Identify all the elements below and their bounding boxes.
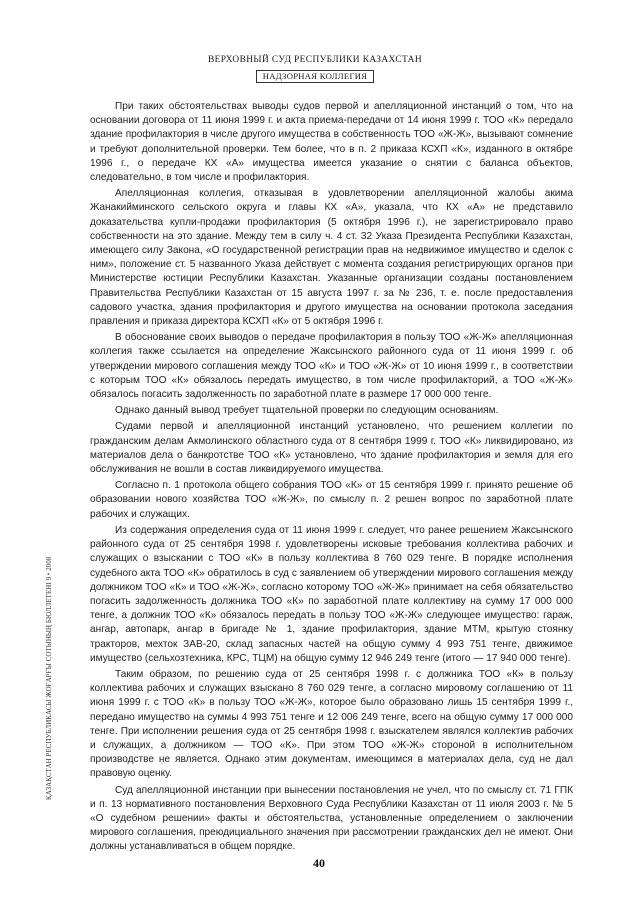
header-subtitle: НАДЗОРНАЯ КОЛЛЕГИЯ (256, 70, 375, 83)
paragraph: Судами первой и апелляционной инстанций установлено, что решением коллегии по гражданским делам Акмолинского областного суда от 8 сентября 1999 г. ТОО «К» ликвидировано, из материалов дела о банкротстве ТОО «К» установлено, что здание профилактория и земля для его обслуживания не вошли в состав ликвидируемого имущества. (90, 421, 573, 476)
paragraph: При таких обстоятельствах выводы судов первой и апелляционной инстанций о том, что на основании договора от 11 июня 1999 г. и акта приема-передачи от 14 июня 1999 г. ТОО «К» передало здание профилактория в числе другого имущества в собственность ТОО «Ж-Ж», вызывают сомнение и требуют дополнительной проверки. Тем более, что в п. 2 приказа КСХП «К», изданного в октябре 1996 г., о передаче КХ «А» имущества имеется указание о снятии с баланса объектов, следовательно, в том числе и профилактория. (90, 101, 573, 184)
page-header (200, 55, 430, 84)
paragraph: Из содержания определения суда от 11 июня 1999 г. следует, что ранее решением Жаксынского районного суда от 25 сентября 1998 г. удовлетворены исковые требования коллектива рабочих и служащих о взыскании с ТОО «К» в пользу коллектива 8 760 029 тенге. В порядке исполнения судебного акта ТОО «К» обратилось в суд с заявлением об утверждении мирового соглашения между должником ТОО «К» и ТОО «Ж-Ж», согласно которому ТОО «Ж-Ж» принимает на себя обязательство погасить задолженность должника ТОО «К» по заработной плате коллективу на сумму 17 000 000 тенге, а должник ТОО «К» обязалось передать в пользу ТОО «Ж-Ж» следующее имущество: гараж, ангар, автопарк, ангар в бригаде № 1, здание профилактория, здание МТМ, крытую стоянку тракторов, мехток ЗАВ-20, склад запасных частей на общую сумму 4 993 751 тенге, движимое имущество (сельхозтехника, КРС, ТЦМ) на общую сумму 12 946 249 тенге (итого — 17 940 000 тенге). (90, 524, 573, 664)
paragraph: Согласно п. 1 протокола общего собрания ТОО «К» от 15 сентября 1999 г. принято решение об образовании нового хозяйства ТОО «Ж-Ж», по смыслу п. 2 решен вопрос по заработной плате рабочих и служащих. (90, 480, 573, 520)
document-body (90, 100, 573, 857)
paragraph: Таким образом, по решению суда от 25 сентября 1998 г. с должника ТОО «К» в пользу коллектива рабочих и служащих взыскано 8 760 029 тенге, а согласно мировому соглашению от 11 июня 1999 г. с ТОО «К» в пользу ТОО «Ж-Ж», которое было образовано лишь 15 сентября 1999 г., передано имущество на суммы 4 993 751 тенге и 12 006 249 тенге, всего на общую сумму 17 000 000 тенге. При исполнении решения суда от 25 сентября 1998 г. взыскателем являлся коллектив рабочих и служащих, а должником — ТОО «К». При этом ТОО «Ж-Ж» стороной в исполнительном производстве не является. Однако этим документам, имеющимся в материалах дела, суд не дал правовую оценку. (90, 668, 573, 780)
paragraph: Суд апелляционной инстанции при вынесении постановления не учел, что по смыслу ст. 71 ГПК и п. 13 нормативного постановления Верховного Суда Республики Казахстан от 11 июля 2003 г. № 5 «О судебном решении» факты и обстоятельства, установленные определением о заключении мирового соглашения, преюдициального значения при рассмотрении гражданских дел не имеют. Они должны устанавливаться в общем порядке. (90, 784, 573, 853)
page-number: 40 (313, 856, 325, 870)
header-title: ВЕРХОВНЫЙ СУД РЕСПУБЛИКИ КАЗАХСТАН (207, 55, 423, 65)
sidebar-vertical-text: ҚАЗАҚСТАН РЕСПУБЛИКАСЫ ЖОҒАРҒЫ СОТЫНЫҢ БЮЛЛЕТЕНІ 9 • 2008 (46, 556, 53, 800)
paragraph: В обоснование своих выводов о передаче профилактория в пользу ТОО «Ж-Ж» апелляционная коллегия также ссылается на определение Жаксынского районного суда от 11 июня 1999 г. об утверждении мирового соглашения между ТОО «К» и ТОО «Ж-Ж» от 10 июня 1999 г., в соответствии с которым ТОО «К» обязалось передать имущество, в том числе профилакторий, а ТОО «Ж-Ж» обязалось погасить задолженность по заработной плате в размере 17 000 000 тенге. (90, 332, 573, 401)
paragraph: Апелляционная коллегия, отказывая в удовлетворении апелляционной жалобы акима Жанакийминского сельского округа и главы КХ «А», указала, что КХ «А» не представило доказательства купли-продажи профилактория (5 октября 1996 г.), не зарегистрировало право собственности на это здание. Между тем в силу ч. 4 ст. 32 Указа Президента Республики Казахстан, имеющего силу Закона, «О государственной регистрации прав на недвижимое имущество и сделок с ним», положение ст. 5 названного Указа действует с момента создания регистрирующих органов при Министерстве юстиции Республики Казахстан. Указанные организации созданы постановлением Правительства Республики Казахстан от 15 августа 1997 г. за № 236, т. е. после предоставления садового участка, здания профилактория и другого имущества на основании протокола заседания правления и приказа директора КСХП «К» от 5 октября 1996 г. (90, 188, 573, 328)
paragraph: Однако данный вывод требует тщательной проверки по следующим основаниям. (115, 405, 499, 417)
